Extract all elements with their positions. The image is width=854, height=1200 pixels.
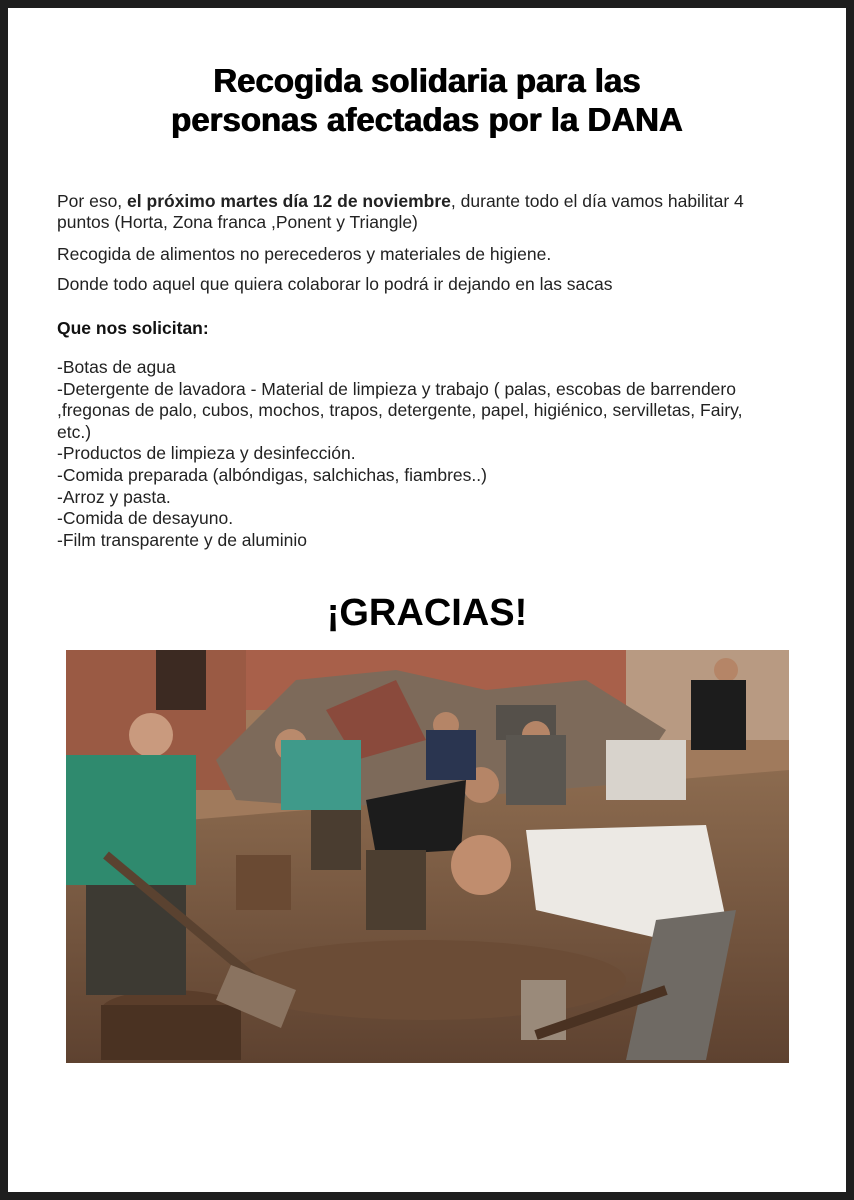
pants [366, 850, 426, 930]
page-title [48, 61, 806, 139]
list-item: -Botas de agua [57, 357, 176, 377]
green-shirt [66, 755, 196, 885]
bucket [236, 855, 291, 910]
list-item: -Arroz y pasta. [57, 486, 171, 507]
bucket [101, 1005, 241, 1060]
list-item: -Detergente de lavadora - Material de limpieza y trabajo ( palas, escobas de barrendero ,fregonas de palo, cubos, mochos, trapos, detergente, papel, higiénico, servilletas, Fairy, etc.) [57, 378, 743, 442]
list-item: -Productos de limpieza y desinfección. [57, 443, 356, 464]
navy-shirt [426, 730, 476, 780]
list-item: -Comida preparada (albóndigas, salchichas, fiambres..) [57, 464, 487, 485]
person-head [714, 658, 738, 682]
list-item: -Film transparente y de aluminio [57, 529, 307, 550]
intro-suffix: , durante todo el día vamos habilitar 4 puntos (Horta, Zona franca ,Ponent y Triangle) [57, 191, 744, 232]
thanks-heading: ¡GRACIAS! [326, 592, 528, 634]
intro-date: el próximo martes día 12 de noviembre [127, 191, 451, 211]
person-head [129, 713, 173, 757]
list-heading: Que nos solicitan: [57, 318, 209, 338]
list-item: -Comida de desayuno. [57, 508, 234, 529]
requested-items-list [57, 357, 757, 551]
title-line-2: personas afectadas por la DANA [171, 101, 683, 138]
pants [311, 810, 361, 870]
collection-paragraph: Recogida de alimentos no perecederos y materiales de higiene. [57, 244, 552, 264]
flyer-page [8, 8, 846, 1192]
black-shirt [691, 680, 746, 750]
dark-shirt [506, 735, 566, 805]
intro-prefix: Por eso, [57, 191, 128, 211]
person-head [451, 835, 511, 895]
title-line-1: Recogida solidaria para las [213, 62, 641, 99]
volunteers-photo [66, 650, 789, 1063]
grey-shirt [606, 740, 686, 800]
teal-shirt [281, 740, 361, 810]
intro-paragraph [57, 191, 757, 233]
window-left [156, 650, 206, 710]
photo-illustration [66, 650, 789, 1063]
pants [86, 885, 186, 995]
donation-paragraph: Donde todo aquel que quiera colaborar lo podrá ir dejando en las sacas [57, 274, 613, 294]
